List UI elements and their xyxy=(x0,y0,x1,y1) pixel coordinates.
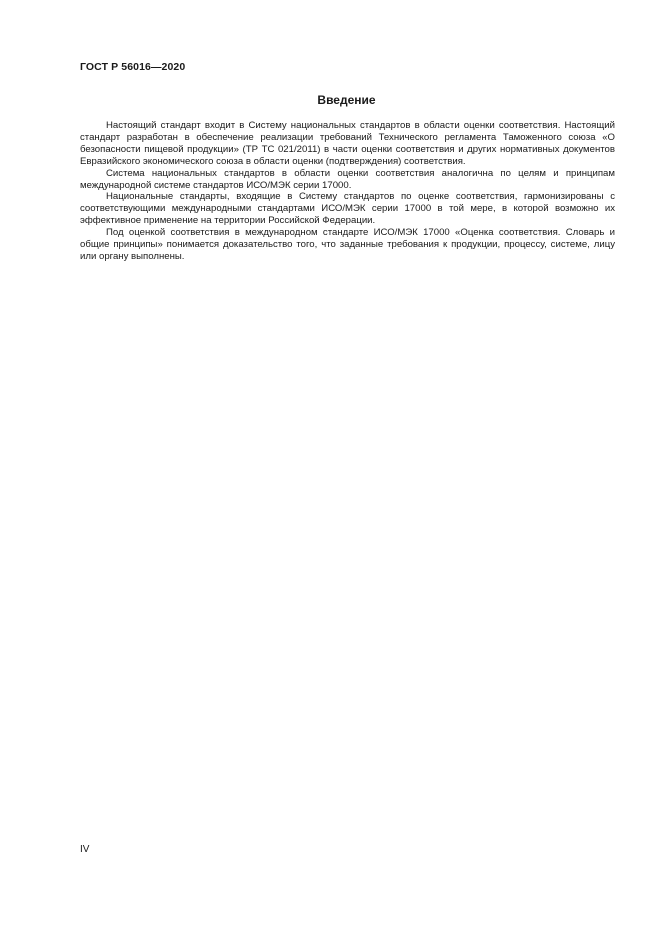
page-number: IV xyxy=(80,844,90,855)
paragraph: Под оценкой соответствия в международном стандарте ИСО/МЭК 17000 «Оценка соответствия. Словарь и общие принципы» понимается доказательство того, что заданные требования к продукции, процессу, системе, лицу или органу выполнены. xyxy=(80,227,615,262)
paragraph: Система национальных стандартов в области оценки соответствия аналогична по целям и принципам международной системе стандартов ИСО/МЭК серии 17000. xyxy=(80,167,615,191)
section-title: Введение xyxy=(317,93,376,107)
paragraph: Национальные стандарты, входящие в Систему стандартов по оценке соответствия, гармонизированы с соответствующими международными стандартами ИСО/МЭК серии 17000 в той мере, в которой возможно их эффективное применение на территории Российской Федерации. xyxy=(80,191,615,227)
body-text xyxy=(80,120,615,263)
paragraph: Настоящий стандарт входит в Систему национальных стандартов в области оценки соответствия. Настоящий стандарт разработан в обеспечение реализации требований Технического регламента Таможенного союза «О безопасности пищевой продукции» (ТР ТС 021/2011) в части оценки соответствия и других нормативных документов Евразийского экономического союза в области оценки (подтверждения) соответствия. xyxy=(80,120,615,167)
document-code: ГОСТ Р 56016—2020 xyxy=(80,61,186,73)
